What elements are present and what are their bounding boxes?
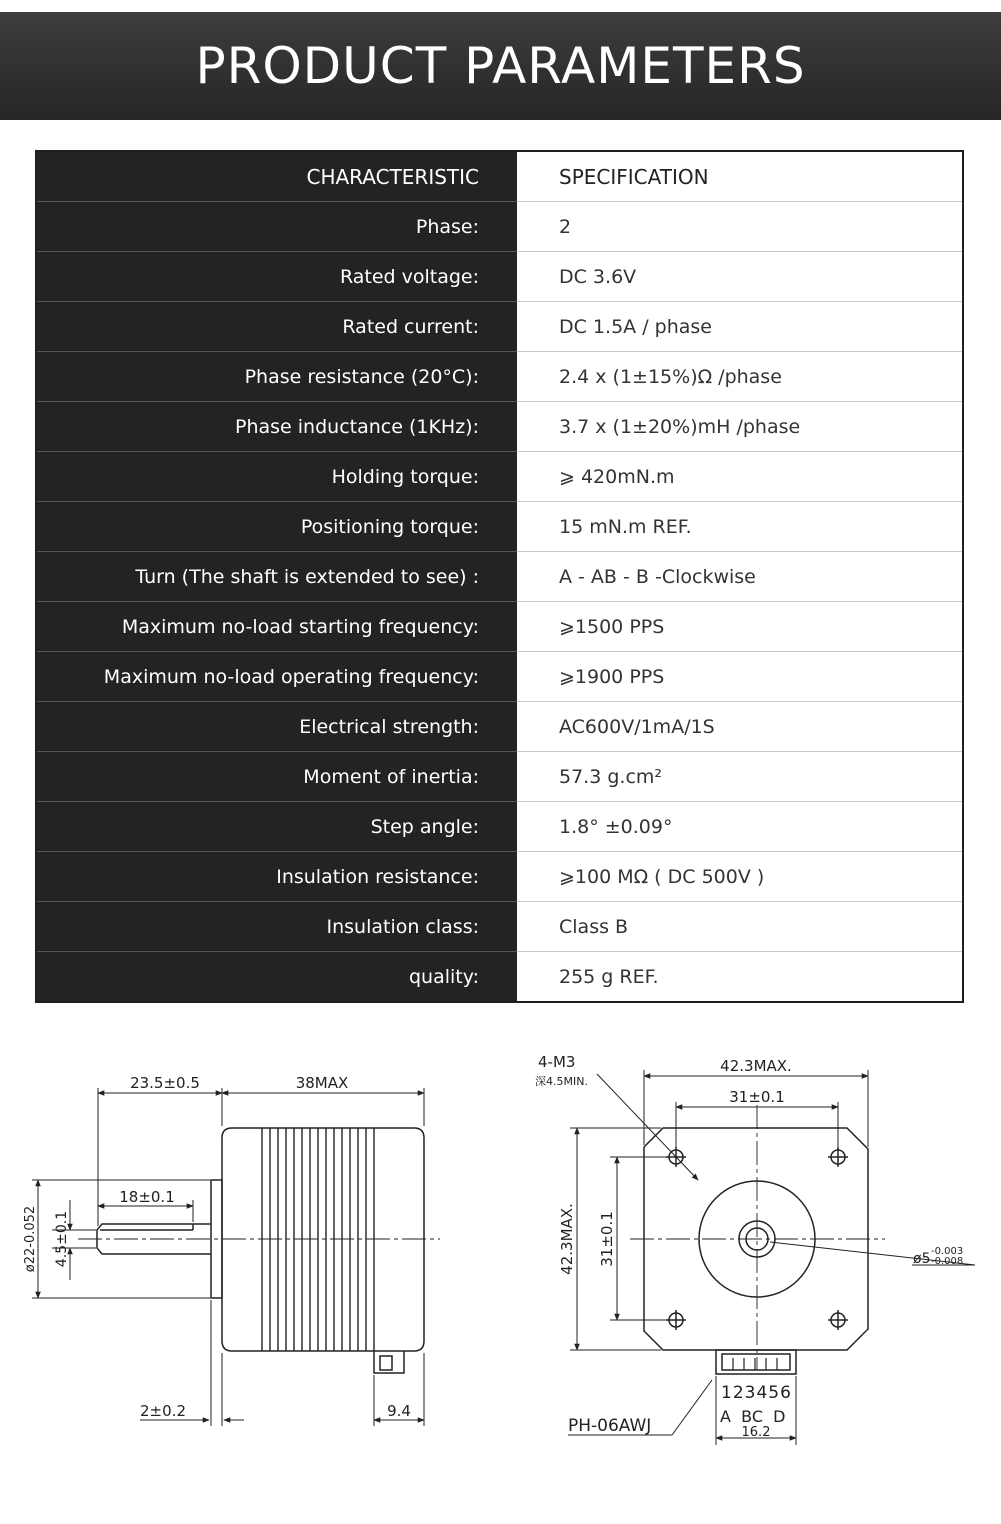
side-view [32,1088,440,1426]
table-row [36,902,963,952]
table-row [36,702,963,752]
table-row [36,352,963,402]
row-characteristic: Insulation resistance: [36,852,517,902]
row-specification: 57.3 g.cm² [517,752,963,802]
table-row [36,552,963,602]
dim-body-length: 38MAX [295,1074,349,1092]
header-specification: SPECIFICATION [517,151,963,202]
table-row [36,252,963,302]
technical-drawing [0,1040,1001,1480]
table-row [36,402,963,452]
cooling-fins [262,1128,374,1351]
row-characteristic: Positioning torque: [36,502,517,552]
table-row [36,502,963,552]
table-row [36,452,963,502]
dim-flange-thickness: 2±0.2 [140,1402,186,1420]
row-characteristic: Phase resistance (20°C): [36,352,517,402]
row-specification: 2.4 x (1±15%)Ω /phase [517,352,963,402]
connector-width: 16.2 [741,1425,771,1440]
header-characteristic: CHARACTERISTIC [36,151,517,202]
row-specification: ⩾1500 PPS [517,602,963,652]
page-title: PRODUCT PARAMETERS [195,37,806,95]
row-specification: 1.8° ±0.09° [517,802,963,852]
table-row [36,602,963,652]
row-characteristic: Rated current: [36,302,517,352]
row-specification: DC 1.5A / phase [517,302,963,352]
motor-body [222,1128,424,1351]
row-specification: 3.7 x (1±20%)mH /phase [517,402,963,452]
row-characteristic: Insulation class: [36,902,517,952]
table-row [36,802,963,852]
dim-flat-length: 18±0.1 [119,1188,175,1206]
row-specification: DC 3.6V [517,252,963,302]
row-specification: AC600V/1mA/1S [517,702,963,752]
dim-hole-spacing-v: 31±0.1 [598,1211,616,1267]
row-specification: Class B [517,902,963,952]
row-characteristic: Phase inductance (1KHz): [36,402,517,452]
table-row [36,302,963,352]
connector-model: PH-06AWJ [568,1416,652,1436]
row-specification: 15 mN.m REF. [517,502,963,552]
dim-flat-depth: 4.5±0.1 [54,1210,70,1268]
row-characteristic: Holding torque: [36,452,517,502]
shaft-tol-upper: -0.003 [931,1246,964,1257]
row-characteristic: Turn (The shaft is extended to see) : [36,552,517,602]
row-characteristic: Maximum no-load operating frequency: [36,652,517,702]
dim-flange-dia: ø22-0.052 [23,1205,38,1273]
table-row [36,652,963,702]
row-characteristic: Maximum no-load starting frequency: [36,602,517,652]
table-row [36,202,963,252]
table-row [36,852,963,902]
dim-height: 42.3MAX. [558,1203,576,1275]
screw-depth: 深4.5MIN. [535,1075,588,1088]
row-specification: 255 g REF. [517,952,963,1003]
row-characteristic: Rated voltage: [36,252,517,302]
row-specification: ⩾1900 PPS [517,652,963,702]
row-characteristic: Step angle: [36,802,517,852]
title-banner [0,12,1001,120]
table-row [36,952,963,1003]
pin-numbers: 123456 [721,1383,792,1403]
shaft-dia: ø5 [913,1251,931,1267]
table-row [36,752,963,802]
row-specification: ⩾ 420mN.m [517,452,963,502]
dim-width: 42.3MAX. [720,1057,792,1075]
shaft-tol-lower: -0.008 [931,1256,964,1267]
row-specification: A - AB - B -Clockwise [517,552,963,602]
dim-hole-spacing-h: 31±0.1 [729,1088,785,1106]
row-characteristic: quality: [36,952,517,1003]
dim-connector: 9.4 [387,1402,411,1420]
row-specification: ⩾100 MΩ ( DC 500V ) [517,852,963,902]
dim-shaft-length: 23.5±0.5 [130,1074,200,1092]
row-specification: 2 [517,202,963,252]
row-characteristic: Electrical strength: [36,702,517,752]
row-characteristic: Phase: [36,202,517,252]
side-view-labels [23,1074,411,1420]
row-characteristic: Moment of inertia: [36,752,517,802]
parameters-table [35,150,964,1003]
table-header-row [36,151,963,202]
pin-phases: A BC D [720,1407,786,1426]
screw-spec: 4-M3 [538,1053,576,1071]
